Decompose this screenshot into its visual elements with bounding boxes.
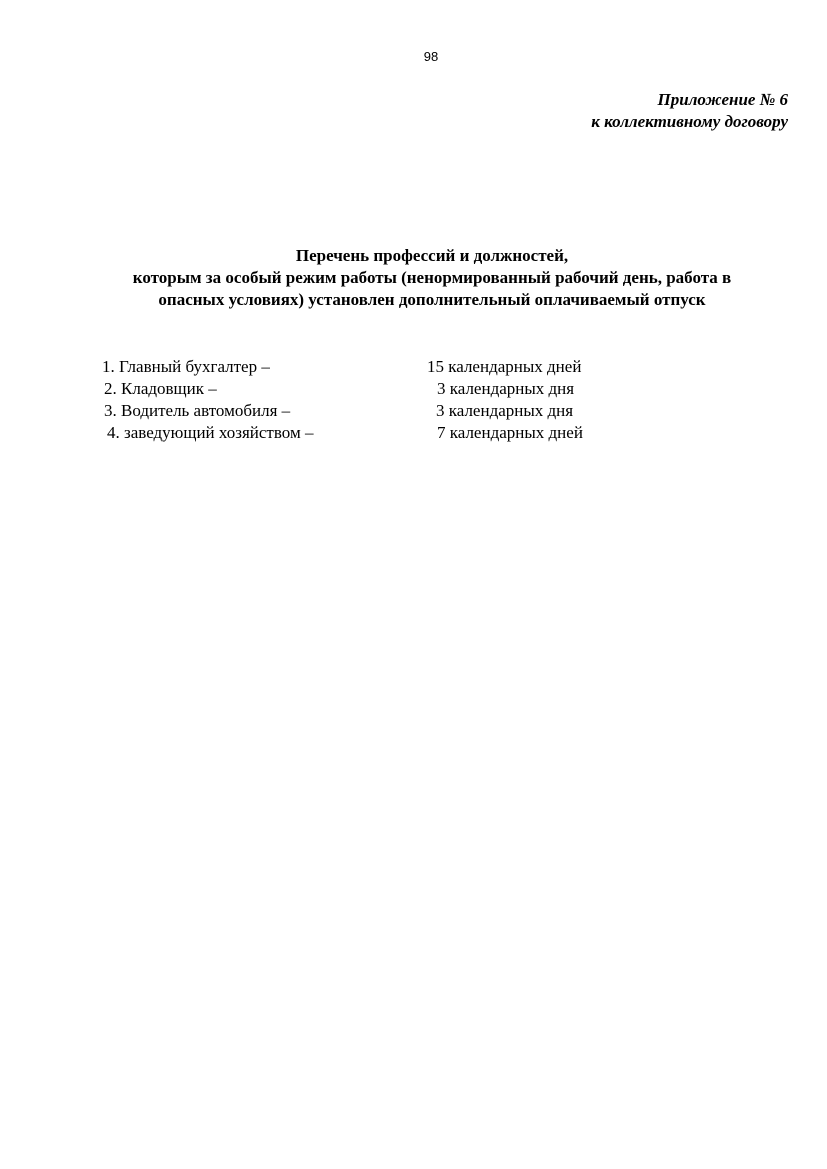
profession-name: 4. заведующий хозяйством – — [107, 423, 314, 442]
vacation-days: 15 календарных дней — [427, 357, 582, 376]
list-item — [0, 422, 827, 444]
heading-line-2: которым за особый режим работы (ненормированный рабочий день, работа в — [132, 268, 732, 287]
appendix-title: Приложение № 6 — [657, 90, 788, 109]
page-number: 98 — [423, 49, 439, 64]
professions-list — [0, 356, 827, 444]
heading-line-1: Перечень профессий и должностей, — [295, 246, 569, 265]
profession-name: 3. Водитель автомобиля – — [104, 401, 291, 420]
list-item — [0, 356, 827, 378]
vacation-days: 3 календарных дня — [436, 401, 574, 420]
profession-name: 2. Кладовщик – — [104, 379, 217, 398]
profession-name: 1. Главный бухгалтер – — [102, 357, 270, 376]
appendix-subtitle: к коллективному договору — [591, 112, 788, 131]
heading-line-3: опасных условиях) установлен дополнительный оплачиваемый отпуск — [158, 290, 706, 309]
appendix-header — [591, 89, 788, 133]
document-heading — [0, 245, 827, 311]
vacation-days: 7 календарных дней — [437, 423, 583, 442]
list-item — [0, 378, 827, 400]
vacation-days: 3 календарных дня — [437, 379, 575, 398]
list-item — [0, 400, 827, 422]
